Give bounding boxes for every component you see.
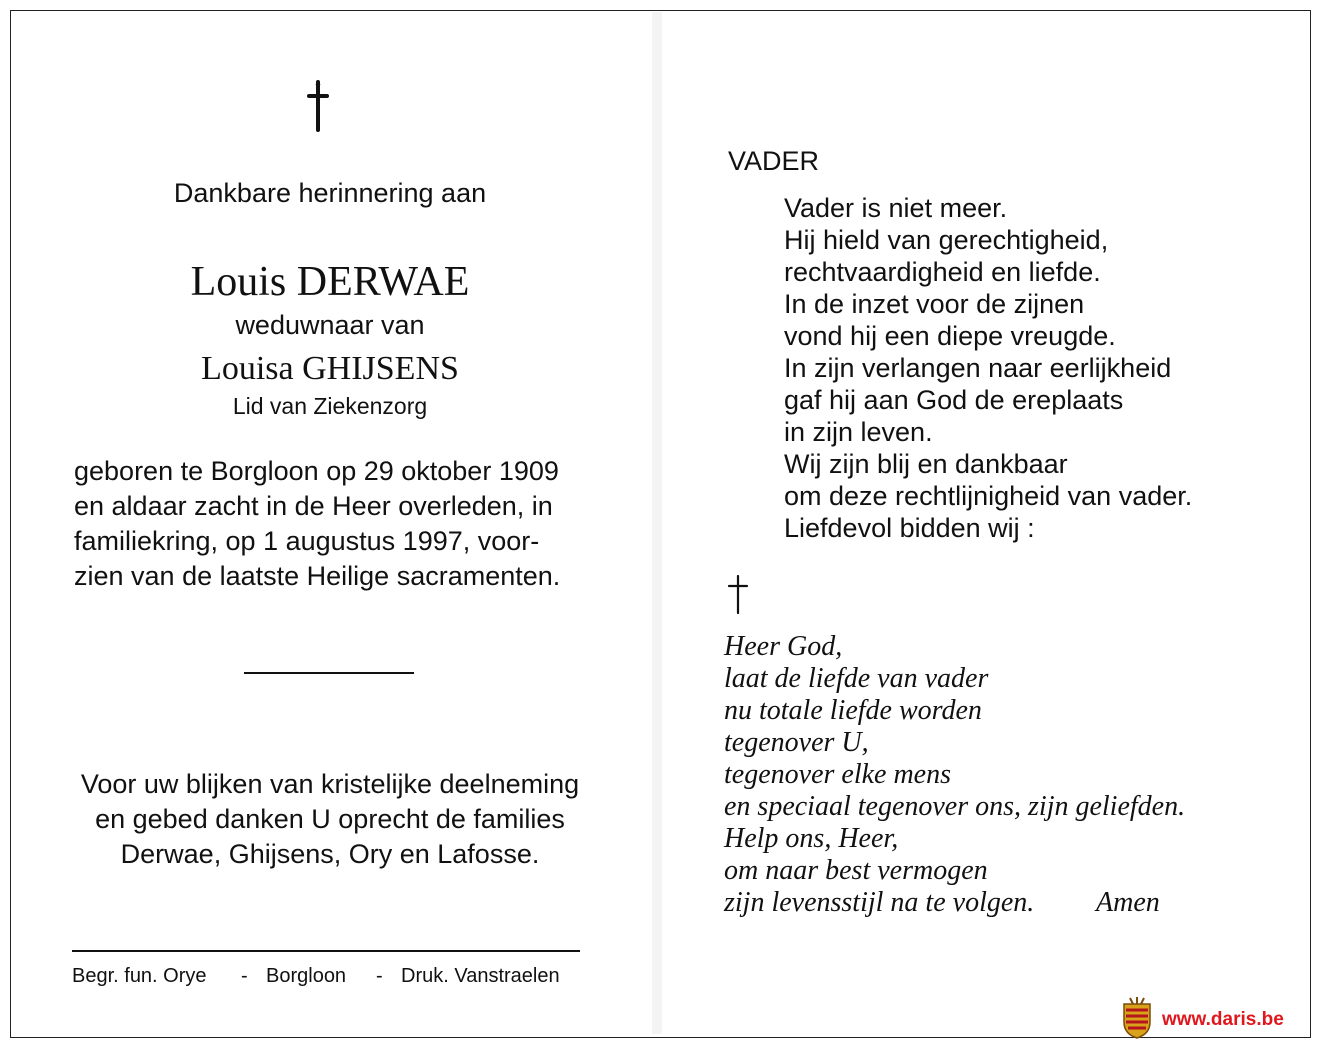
bio-line: geboren te Borgloon op 29 oktober 1909: [74, 456, 559, 486]
footer-undertaker: Begr. fun. Orye: [72, 965, 207, 987]
poem-line: vond hij een diepe vreugde.: [784, 321, 1116, 351]
prayer-line: en speciaal tegenover ons, zijn geliefden.: [724, 791, 1186, 822]
prayer-line: laat de liefde van vader: [724, 663, 989, 694]
thanks-text: [60, 767, 600, 872]
footer-separator: -: [376, 965, 383, 987]
thanks-line: Derwae, Ghijsens, Ory en Lafosse.: [120, 839, 540, 869]
panel-fold: [652, 12, 662, 1034]
coat-of-arms-icon: [1120, 996, 1154, 1040]
poem-line: gaf hij aan God de ereplaats: [784, 385, 1124, 415]
footer-place: Borgloon: [266, 965, 347, 987]
spouse-name: Louisa GHIJSENS: [201, 350, 459, 387]
footer-rule: [72, 950, 580, 952]
prayer-line: zijn levensstijl na te volgen.: [724, 887, 1035, 918]
poem-line: In de inzet voor de zijnen: [784, 289, 1085, 319]
bio-line: zien van de laatste Heilige sacramenten.: [74, 561, 561, 591]
bio-line: en aldaar zacht in de Heer overleden, in: [74, 491, 553, 521]
poem-line: Liefdevol bidden wij :: [784, 513, 1035, 543]
prayer-line: tegenover elke mens: [724, 759, 951, 790]
bio-line: familiekring, op 1 augustus 1997, voor-: [74, 526, 540, 556]
prayer-line: om naar best vermogen: [724, 855, 988, 886]
footer-printer: Druk. Vanstraelen: [401, 965, 560, 987]
poem-line: Hij hield van gerechtigheid,: [784, 225, 1109, 255]
poem-line: In zijn verlangen naar eerlijkheid: [784, 353, 1172, 383]
prayer: [724, 631, 1185, 919]
poem-line: Wij zijn blij en dankbaar: [784, 449, 1068, 479]
cross-icon: [306, 80, 330, 132]
relation-text: weduwnaar van: [235, 310, 425, 340]
prayer-line: tegenover U,: [724, 727, 869, 758]
poem-line: om deze rechtlijnigheid van vader.: [784, 481, 1193, 511]
footer-separator: -: [241, 965, 248, 987]
amen-text: Amen: [1096, 887, 1160, 918]
poem-line: in zijn leven.: [784, 417, 933, 447]
prayer-line: nu totale liefde worden: [724, 695, 982, 726]
intro-text: Dankbare herinnering aan: [173, 178, 487, 208]
poem-line: rechtvaardigheid en liefde.: [784, 257, 1101, 287]
biography: [74, 454, 594, 594]
poem: [784, 192, 1192, 544]
cross-icon: [726, 575, 750, 615]
deceased-name: Louis DERWAE: [190, 259, 470, 305]
thanks-line: Voor uw blijken van kristelijke deelneming: [80, 769, 580, 799]
prayer-line: Help ons, Heer,: [724, 823, 899, 854]
watermark-site[interactable]: www.daris.be: [1162, 1009, 1284, 1030]
poem-title: VADER: [728, 146, 820, 176]
thanks-line: en gebed danken U oprecht de families: [95, 804, 565, 834]
prayer-line: Heer God,: [724, 631, 843, 662]
membership-text: Lid van Ziekenzorg: [232, 393, 428, 419]
poem-line: Vader is niet meer.: [784, 193, 1008, 223]
divider: [244, 672, 414, 674]
